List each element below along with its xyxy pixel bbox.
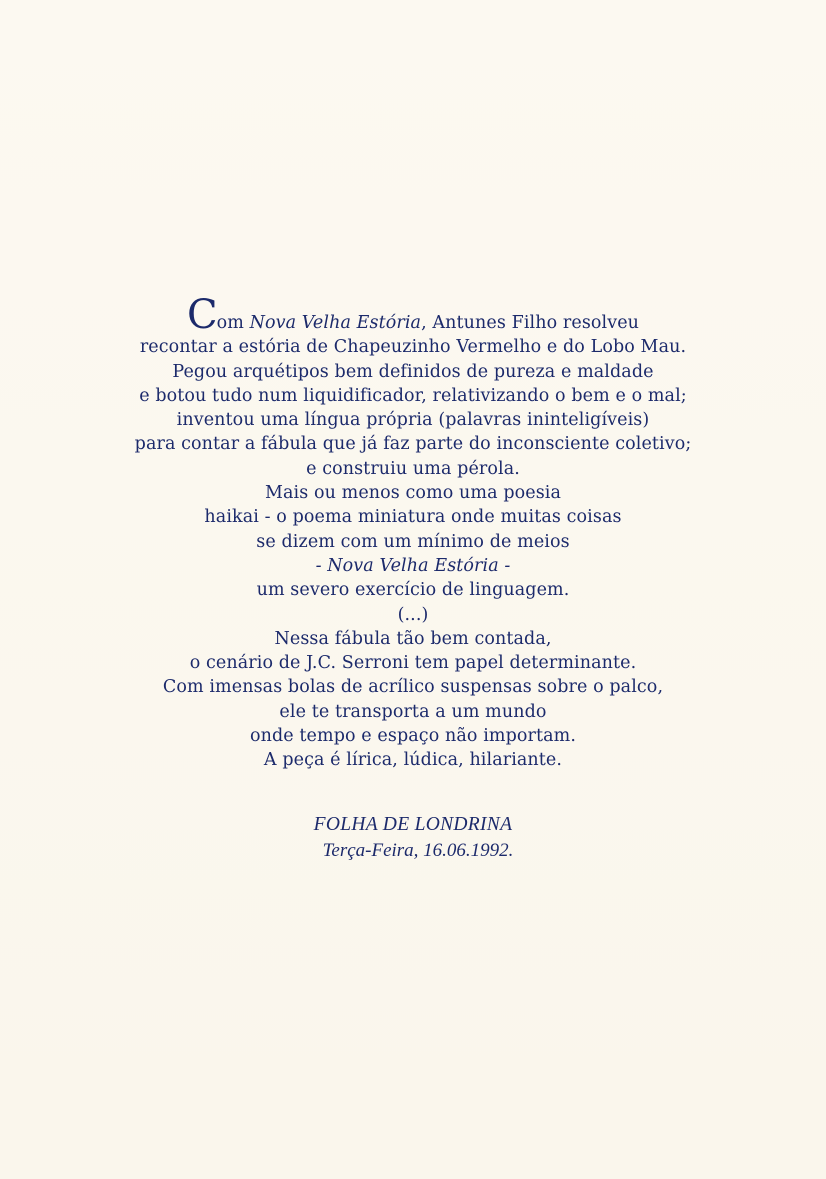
play-title: Nova Velha Estória bbox=[249, 313, 422, 333]
text-line-8: Mais ou menos como uma poesia bbox=[264, 483, 562, 504]
text-line-7: e construiu uma pérola. bbox=[306, 458, 520, 479]
text-line-9: haikai - o poema miniatura onde muitas coisas bbox=[204, 507, 622, 528]
text-line-17: ele te transporta a um mundo bbox=[279, 701, 547, 722]
text-line-2: recontar a estória de Chapeuzinho Vermelho e do Lobo Mau. bbox=[139, 337, 687, 358]
review-text bbox=[0, 292, 826, 773]
text-line-14: Nessa fábula tão bem contada, bbox=[274, 628, 552, 649]
text-line-1-start: om bbox=[216, 313, 250, 333]
newspaper-name: FOLHA DE LONDRINA bbox=[313, 814, 513, 835]
text-line-1-end: , Antunes Filho resolveu bbox=[421, 313, 640, 333]
drop-cap: C bbox=[186, 292, 217, 338]
text-line-4: e botou tudo num liquidificador, relativizando o bem e o mal; bbox=[139, 385, 687, 406]
text-line-18: onde tempo e espaço não importam. bbox=[249, 726, 577, 747]
text-line-19: A peça é lírica, lúdica, hilariante. bbox=[263, 750, 563, 771]
text-line-11: - Nova Velha Estória - bbox=[315, 555, 511, 576]
source-signature bbox=[0, 812, 826, 864]
text-line-16: Com imensas bolas de acrílico suspensas sobre o palco, bbox=[162, 677, 664, 698]
text-line-12: um severo exercício de linguagem. bbox=[256, 580, 570, 601]
text-line-15: o cenário de J.C. Serroni tem papel determinante. bbox=[189, 653, 637, 674]
text-line-3: Pegou arquétipos bem definidos de pureza e maldade bbox=[172, 361, 654, 382]
text-line-6: para contar a fábula que já faz parte do inconsciente coletivo; bbox=[134, 434, 692, 455]
text-line-10: se dizem com um mínimo de meios bbox=[256, 531, 570, 552]
text-line-1 bbox=[0, 292, 826, 338]
text-line-5: inventou uma língua própria (palavras ininteligíveis) bbox=[176, 410, 650, 431]
text-line-13: (...) bbox=[397, 604, 429, 625]
publication-date: Terça-Feira, 16.06.1992. bbox=[322, 840, 514, 861]
